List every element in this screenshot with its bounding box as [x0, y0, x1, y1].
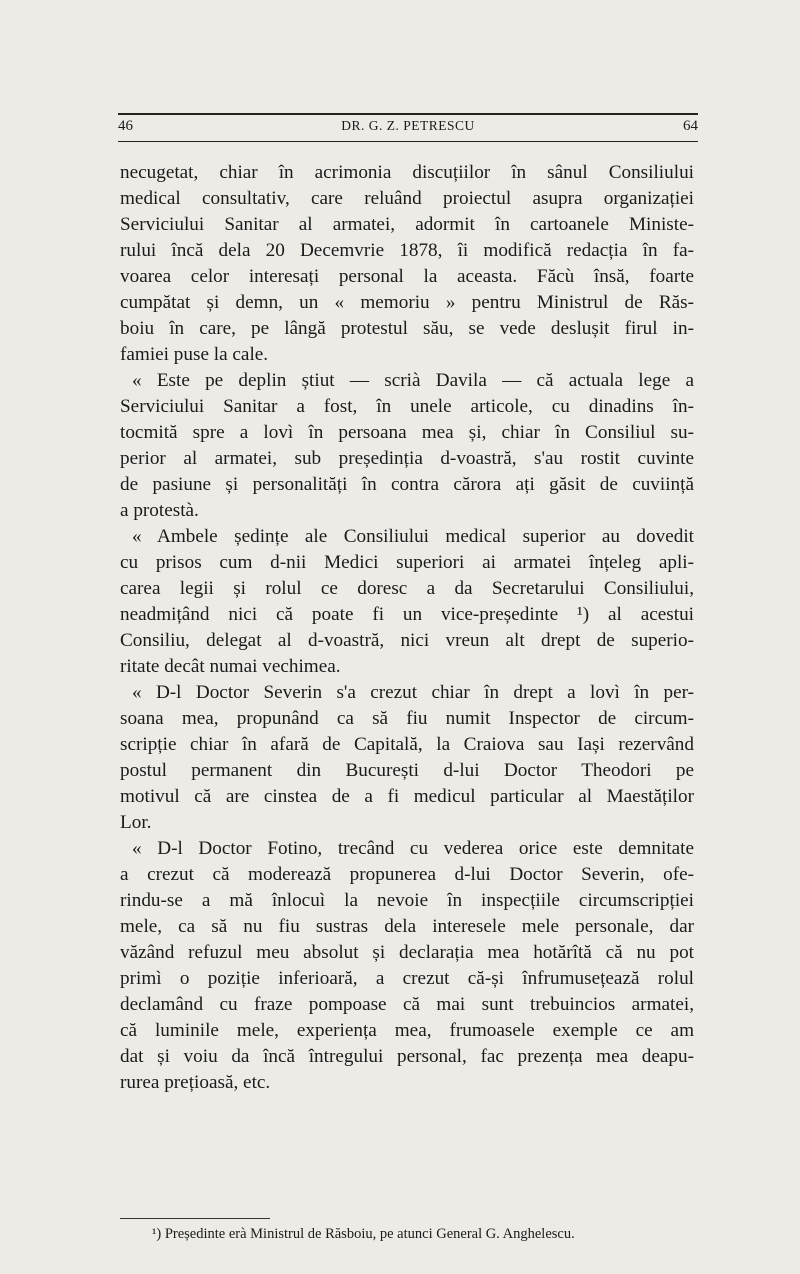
text-line: Lor.	[120, 812, 152, 833]
page-number-right: 64	[683, 118, 698, 134]
top-rule	[118, 113, 698, 115]
footnote-rule	[120, 1218, 270, 1219]
text-line: tocmită spre a lovì în persoana mea și, chiar în Consiliul su-	[120, 422, 694, 443]
text-line: declamând cu fraze pompoase că mai sunt trebuincios armatei,	[120, 994, 694, 1015]
page-number-left: 46	[118, 118, 133, 134]
text-line: carea legii și rolul ce doresc a da Secretarului Consiliului,	[120, 578, 694, 599]
running-header	[118, 118, 698, 140]
text-line: ritate decât numai vechimea.	[120, 656, 341, 677]
footnote-text: Președinte erà Ministrul de Răsboiu, pe atunci General G. Anghelescu.	[164, 1226, 575, 1242]
text-line: că luminile mele, experiența mea, frumoasele exemple ce am	[120, 1020, 694, 1041]
header-rule	[118, 141, 698, 142]
body-text	[120, 160, 694, 1096]
text-line: medical consultativ, care reluând proiectul asupra organizației	[120, 188, 694, 209]
text-line: soana mea, propunând ca să fiu numit Inspector de circum-	[120, 708, 694, 729]
text-line: perior al armatei, sub președinția d-voastră, s'au rostit cuvinte	[120, 448, 694, 469]
text-line: motivul că are cinstea de a fi medicul particular al Maestăților	[120, 786, 694, 807]
text-line: postul permanent din București d-lui Doctor Theodori pe	[120, 760, 694, 781]
footnote	[152, 1225, 712, 1243]
text-line: mele, ca să nu fiu sustras dela interesele mele personale, dar	[120, 916, 694, 937]
text-line: văzând refuzul meu absolut și declarația mea hotărîtă că nu pot	[120, 942, 694, 963]
text-line: de pasiune și personalități în contra cărora ați găsit de cuviință	[120, 474, 694, 495]
text-line: Consiliu, delegat al d-voastră, nici vreun alt drept de superio-	[120, 630, 694, 651]
text-line: a crezut că moderează propunerea d-lui Doctor Severin, ofe-	[120, 864, 694, 885]
text-line: rindu-se a mă înlocuì la nevoie în inspecțiile circumscripției	[120, 890, 694, 911]
text-line: « Este pe deplin știut — scrià Davila — că actuala lege a	[132, 370, 694, 391]
text-line: scripție chiar în afară de Capitală, la Craiova sau Iași rezervând	[120, 734, 694, 755]
text-line: « D-l Doctor Severin s'a crezut chiar în drept a lovì în per-	[132, 682, 694, 703]
text-line: voarea celor interesați personal la aceasta. Făcù însă, foarte	[120, 266, 694, 287]
text-line: necugetat, chiar în acrimonia discuțiilor în sânul Consiliului	[120, 162, 694, 183]
text-line: primì o poziție inferioară, a crezut că-și înfrumusețează rolul	[120, 968, 694, 989]
text-line: neadmițând nici că poate fi un vice-președinte ¹) al acestui	[120, 604, 694, 625]
text-line: Serviciului Sanitar a fost, în unele articole, cu dinadins în-	[120, 396, 694, 417]
text-line: rului încă dela 20 Decemvrie 1878, îi modifică redacția în fa-	[120, 240, 694, 261]
running-title: DR. G. Z. PETRESCU	[341, 118, 475, 133]
text-line: famiei puse la cale.	[120, 344, 269, 365]
text-line: cu prisos cum d-nii Medici superiori ai armatei înțeleg apli-	[120, 552, 694, 573]
footnote-marker: ¹)	[152, 1226, 162, 1242]
text-line: dat și voiu da încă întregului personal, fac prezența mea deapu-	[120, 1046, 694, 1067]
text-line: « D-l Doctor Fotino, trecând cu vederea orice este demnitate	[132, 838, 694, 859]
text-line: « Ambele ședințe ale Consiliului medical superior au dovedit	[132, 526, 694, 547]
text-line: rurea prețioasă, etc.	[120, 1072, 271, 1093]
text-line: Serviciului Sanitar al armatei, adormit în cartoanele Ministe-	[120, 214, 694, 235]
text-line: cumpătat și demn, un « memoriu » pentru Ministrul de Răs-	[120, 292, 694, 313]
text-line: boiu în care, pe lângă protestul său, se vede deslușit firul in-	[120, 318, 694, 339]
text-line: a protestà.	[120, 500, 199, 521]
